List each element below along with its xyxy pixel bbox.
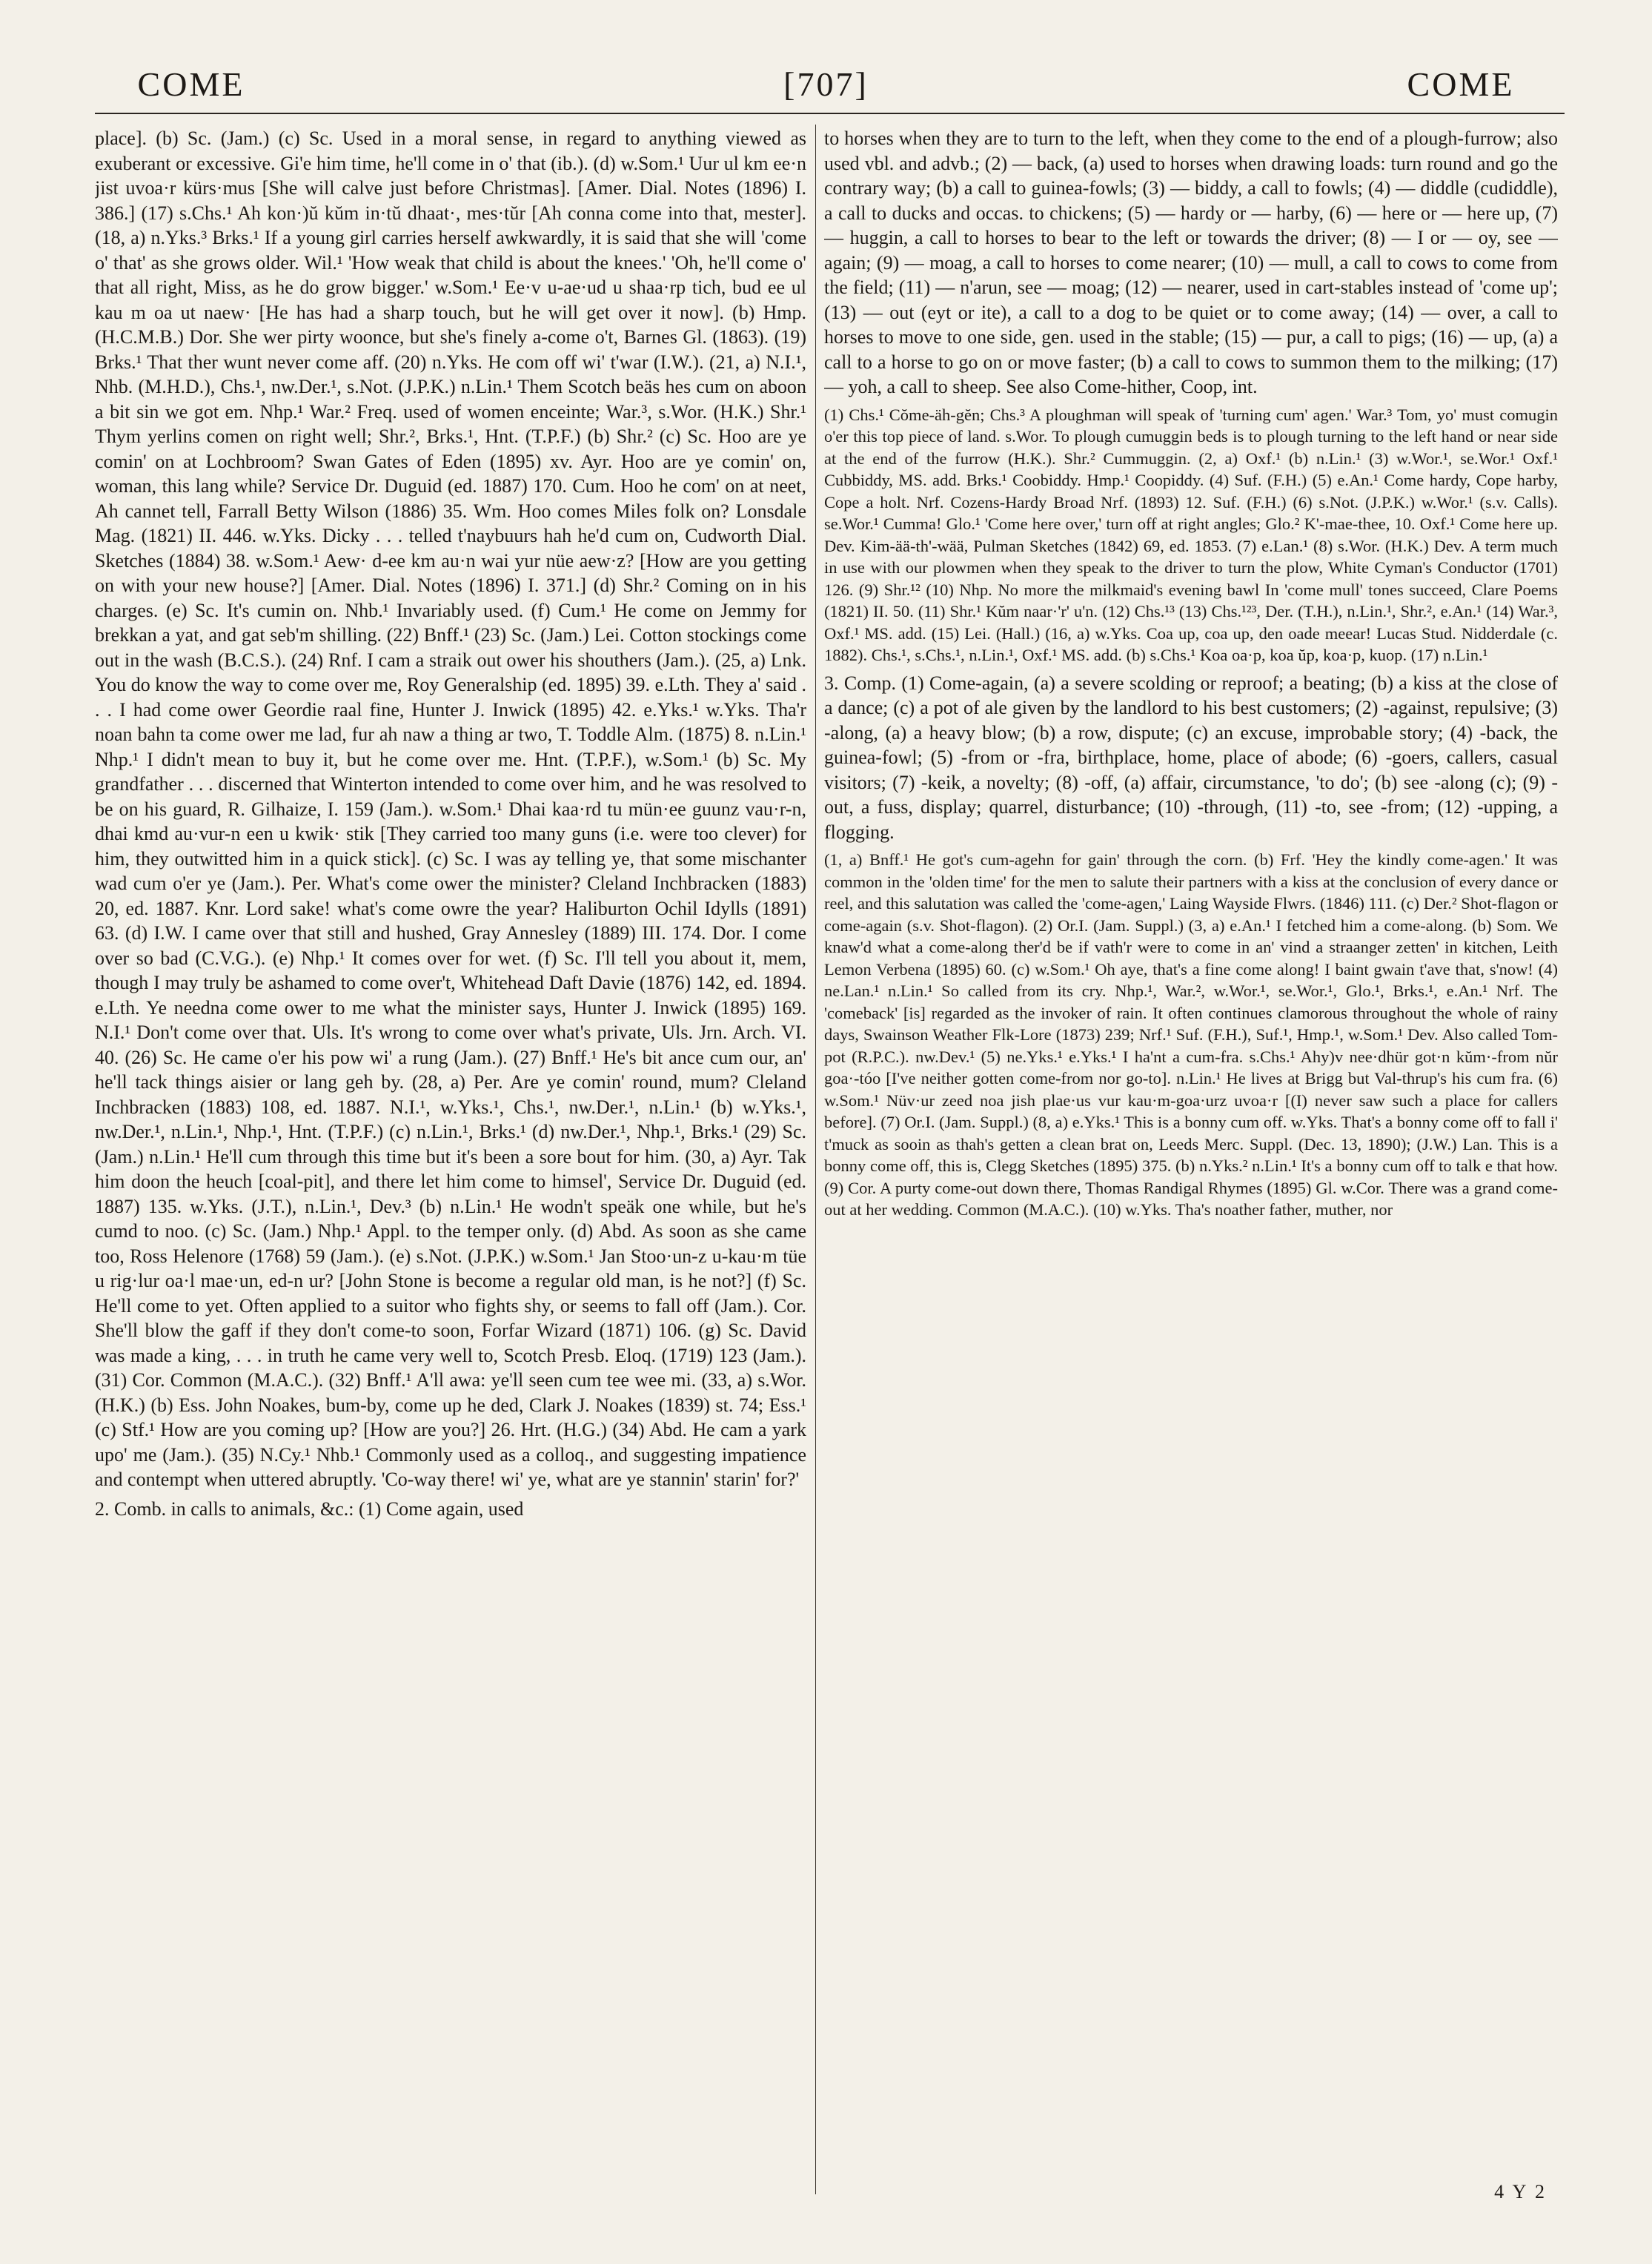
column-divider (815, 125, 816, 2194)
header-rule (95, 113, 1565, 114)
section-comb-citations: (1) Chs.¹ Cŏme-äh-gĕn; Chs.³ A ploughman will speak of 'turning cum' agen.' War.³ Tom, yo' must comugin o'er this top piece of land. s.Wor. To plough cumuggin beds is to plough turning to the left hand or near side at the end of the furrow (H.K.). Shr.² Cummuggin. (2, a) Oxf.¹ (b) n.Lin.¹ (3) w.Wor.¹, se.Wor.¹ Oxf.¹ Cubbiddy, MS. add. Brks.¹ Coobiddy. Hmp.¹ Coopiddy. (4) Suf. (F.H.) (5) e.An.¹ Come hardy, Cope harby, Cope a holt. Nrf. Cozens-Hardy Broad Nrf. (1893) 12. Suf. (F.H.) (6) s.Not. (J.P.K.) w.Wor.¹ (s.v. Calls). se.Wor.¹ Cumma! Glo.¹ 'Come here over,' turn off at right angles; Glo.² K'-mae-thee, 10. Oxf.¹ Come here up. Dev. Kim-ää-th'-wää, Pulman Sketches (1842) 69, ed. 1853. (7) e.Lan.¹ (8) s.Wor. (H.K.) Dev. A term much in use with our plowmen when they speak to the driver to turn the plow, White Cyman's Conductor (1701) 126. (9) Shr.¹² (10) Nhp. No more the milkmaid's evening bawl In 'come mull' tones succeed, Clare Poems (1821) II. 50. (11) Shr.¹ Kŭm naar·'r' u'n. (12) Chs.¹³ (13) Chs.¹²³, Der. (T.H.), n.Lin.¹, Shr.², e.An.¹ (14) War.³, Oxf.¹ MS. add. (15) Lei. (Hall.) (16, a) w.Yks. Coa up, coa up, den oade meear! Lucas Stud. Nidderdale (c. 1882). Chs.¹, s.Chs.¹, n.Lin.¹, Oxf.¹ MS. add. (b) s.Chs.¹ Koa oa·p, koa ŭp, koa·p, kuop. (17) n.Lin.¹ (824, 405, 1558, 664)
left-entry-continuation: place]. (b) Sc. (Jam.) (c) Sc. Used in a moral sense, in regard to anything viewed as exuberant or excessive. Gi'e him time, he'll come in o' that (ib.). (d) w.Som.¹ Uur ul km ee·n jist uvoa·r kürs·mus [She will calve just before Christmas]. [Amer. Dial. Notes (1896) I. 386.] (17) s.Chs.¹ Ah kon·)ŭ kŭm in·tŭ dhaat·, mes·tŭr [Ah conna come into that, mester]. (18, a) n.Yks.³ Brks.¹ If a young girl carries herself awkwardly, it is said that she will 'come o' that' as she grows older. Wil.¹ 'How weak that child is about the knees.' 'Oh, he'll come o' that all right, Miss, as he do grow bigger.' w.Som.¹ Ee·v u-ae·ud u shaa·rp tich, bud ee ul kau m oa ut naew· [He has had a sharp touch, but he will get over it now]. (b) Hmp. (H.C.M.B.) Dor. She wer pirty woonce, but she's finely a-come o't, Barnes Gl. (1863). (19) Brks.¹ That ther wunt never come aff. (20) n.Yks. He com off wi' t'war (I.W.). (21, a) N.I.¹, Nhb. (M.H.D.), Chs.¹, nw.Der.¹, s.Not. (J.P.K.) n.Lin.¹ Them Scotch beäs hes cum on aboon a bit sin we got em. Nhp.¹ War.² Freq. used of women enceinte; War.³, s.Wor. (H.K.) Shr.¹ Thym yerlins comen on right well; Shr.², Brks.¹, Hnt. (T.P.F.) (b) Shr.² (c) Sc. Hoo are ye comin' on at Lochbroom? Swan Gates of Eden (1895) xv. Ayr. Hoo are ye comin' on, woman, this lang while? Service Dr. Duguid (ed. 1887) 170. Cum. Hoo he com' on at neet, Ah cannet tell, Farrall Betty Wilson (1886) 35. Wm. Hoo comes Miles folk on? Lonsdale Mag. (1821) II. 446. w.Yks. Dicky . . . telled t'naybuurs hah he'd cum on, Cudworth Dial. Sketches (1884) 38. w.Som.¹ Aew· d-ee km au·n wai yur nüe aew·z? [How are you getting on with your new house?] [Amer. Dial. Notes (1896) I. 371.] (d) Shr.² Coming on in his charges. (e) Sc. It's cumin on. Nhb.¹ Invariably used. (f) Cum.¹ He come on Jemmy for brekkan a yat, and gat seb'm shilling. (22) Bnff.¹ (23) Sc. (Jam.) Lei. Cotton stockings come out in the wash (B.C.S.). (24) Rnf. I cam a straik out ower his shouthers (Jam.). (25, a) Lnk. You do know the way to come over me, Roy Generalship (ed. 1895) 39. e.Lth. They a' said . . . I had come ower Geordie raal fine, Hunter J. Inwick (1895) 42. e.Yks.¹ w.Yks. Tha'r noan bahn ta come ower me lad, fur ah naw a thing ar two, T. Toddle Alm. (1875) 8. n.Lin.¹ Nhp.¹ I didn't mean to buy it, but he come over me. Hnt. (T.P.F.), w.Som.¹ (b) Sc. My grandfather . . . discerned that Winterton intended to come over him, and he was resolved to be on his guard, R. Gilhaize, I. 159 (Jam.). w.Som.¹ Dhai kaa·rd tu mün·ee guunz vau·r-n, dhai kmd au·vur-n een u kwik· stik [They carried too many guns (i.e. were too clever) for him, they outwitted him in a quick stick]. (c) Sc. I was ay telling ye, that some mischanter wad cum o'er ye (Jam.). Per. What's come ower the minister? Cleland Inchbracken (1883) 20, ed. 1887. Knr. Lord sake! what's come owre the year? Haliburton Ochil Idylls (1891) 63. (d) I.W. I came over that still and hushed, Gray Annesley (1889) III. 174. Dor. I come over so bad (C.V.G.). (e) Nhp.¹ It comes over for wet. (f) Sc. I'll tell you about it, mem, though I may truly be ashamed to come over't, Whitehead Daft Davie (1876) 142, ed. 1894. e.Lth. Ye needna come ower to me what the minister says, Hunter J. Inwick (1895) 169. N.I.¹ Don't come over that. Uls. It's wrong to come over what's private, Uls. Jrn. Arch. VI. 40. (26) Sc. He came o'er his pow wi' a rung (Jam.). (27) Bnff.¹ He's bit ance cum our, an' he'll tack things aisier or lang geh by. (28, a) Per. Are ye comin' round, mum? Cleland Inchbracken (1883) 108, ed. 1887. N.I.¹, w.Yks.¹, Chs.¹, nw.Der.¹, n.Lin.¹ (b) w.Yks.¹, nw.Der.¹, n.Lin.¹, Nhp.¹, Hnt. (T.P.F.) (c) n.Lin.¹, Brks.¹ (d) nw.Der.¹, Nhp.¹, Brks.¹ (29) Sc. (Jam.) n.Lin.¹ He'll cum through this time but it's been a sore bout for him. (30, a) Ayr. Tak him doon the heuch [coal-pit], and there let him come to himsel', Service Dr. Duguid (ed. 1887) 135. w.Yks. (J.T.), n.Lin.¹, Dev.³ (b) n.Lin.¹ He wodn't speäk one while, but he's cumd to noo. (c) Sc. (Jam.) Nhp.¹ Appl. to the temper only. (d) Abd. As soon as she came too, Ross Helenore (1768) 59 (Jam.). (e) s.Not. (J.P.K.) w.Som.¹ Jan Stoo·un-z u-kau·m tüe u rig·lur oa·l mae·un, ed-n ur? [John Stone is become a regular old man, is he not?] (f) Sc. He'll come to yet. Often applied to a suitor who fights shy, or seems to fall off (Jam.). Cor. She'll blow the gaff if they don't come-to soon, Forfar Wizard (1871) 106. (g) Sc. David was made a king, . . . in truth he came very well to, Scotch Presb. Eloq. (1719) 123 (Jam.). (31) Cor. Common (M.A.C.). (32) Bnff.¹ A'll awa: ye'll seen cum tee wee mi. (33, a) s.Wor. (H.K.) (b) Ess. John Noakes, bum-by, come up he ded, Clark J. Noakes (1839) st. 74; Ess.¹ (c) Stf.¹ How are you coming up? [How are you?] 26. Hrt. (H.G.) (34) Abd. He cam a yark upo' me (Jam.). (35) N.Cy.¹ Nhb.¹ Commonly used as a colloq., and suggesting impatience and contempt when uttered abruptly. 'Co-way there! wi' ye, what are ye stannin' starin' for?' (95, 128, 806, 1490)
running-head (95, 58, 1557, 110)
right-column (824, 126, 1558, 2209)
section-comp-citations: (1, a) Bnff.¹ He got's cum-agehn for gain' through the corn. (b) Frf. 'Hey the kindly come-agen.' It was common in the 'olden time' for the men to salute their partners with a kiss at the conclusion of every dance or reel, and this salutation was called the 'come-agen,' Laing Wayside Flwrs. (1846) 111. (c) Der.² Shot-flagon or come-again (s.v. Shot-flagon). (2) Or.I. (Jam. Suppl.) (3, a) e.An.¹ I fetched him a come-along. (b) Som. We knaw'd what a come-along ther'd be if vath'r were to come in an' vind a straanger zetten' in kitchen, Leith Lemon Verbena (1895) 60. (c) w.Som.¹ Oh aye, that's a fine come along! I baint gwain t'ave that, s'now! (4) ne.Lan.¹ n.Lin.¹ So called from its cry. Nhp.¹, War.², w.Wor.¹, se.Wor.¹, Glo.¹, Brks.¹, e.An.¹ Nrf. The 'comeback' [is] regarded as the invoker of rain. It often continues clamorous throughout the whole of rainy days, Swainson Weather Flk-Lore (1873) 239; Nrf.¹ Suf. (F.H.), Suf.¹, Hmp.¹, w.Som.¹ Dev. Also called Tom-pot (R.P.C.). nw.Dev.¹ (5) ne.Yks.¹ e.Yks.¹ I ha'nt a cum-fra. s.Chs.¹ Ahy)v nee·dhür got·n kŭm·-from nŭr goa·-tóo [I've neither gotten come-from nor go-to]. n.Lin.¹ He lives at Brigg but Val-thrup's his cum fra. (6) w.Som.¹ Nüv·ur zeed noa jish plae·us vur kau·m-goa·urz uvoa·r [(I) never saw such a place for callers before]. (7) Or.I. (Jam. Suppl.) (8, a) e.Yks.¹ This is a bonny cum off. w.Yks. That's a bonny come off to fall i' t'muck as sooin as thah's getten a clean brat on, Leeds Merc. Suppl. (Dec. 13, 1890); (J.W.) Lan. This is a bonny come off, this is, Clegg Sketches (1895) 375. (b) n.Yks.² n.Lin.¹ It's a bonny cum off to talk e that how. (9) Cor. A purty come-out down there, Thomas Randigal Rhymes (1895) Gl. w.Cor. There was a grand come-out at her wedding. Common (M.A.C.). (10) w.Yks. Tha's noather father, muther, nor (824, 850, 1558, 1219)
section-comb-definitions: to horses when they are to turn to the left, when they come to the end of a plough-furrow; also used vbl. and advb.; (2) — back, (a) used to horses when drawing loads: turn round and go the contrary way; (b) a call to guinea-fowls; (3) — biddy, a call to fowls; (4) — diddle (cudiddle), a call to ducks and occas. to chickens; (5) — hardy or — harby, (6) — here or — here up, (7) — huggin, a call to horses to bear to the left or towards the driver; (8) — I or — oy, see — again; (9) — moag, a call to horses to come nearer; (10) — mull, a call to cows to come from the field; (11) — n'arun, see — moag; (12) — nearer, used in cart-stables instead of 'come up'; (13) — out (eyt or ite), a call to a dog to be quiet or to come away; (14) — over, a call to horses to move to one side, gen. used in the stable; (15) — pur, a call to pigs; (16) — up, (a) a call to a horse to go on or move faster; (b) a call to cows to summon them to the milking; (17) — yoh, a call to sheep. See also Come-hither, Coop, int. (824, 128, 1558, 397)
signature-mark: 4 Y 2 (1494, 2181, 1547, 2202)
running-head-right: COME (1407, 64, 1515, 103)
section-comp-definitions: 3. Comp. (1) Come-again, (a) a severe scolding or reproof; a beating; (b) a kiss at the close of a dance; (c) a pot of ale given by the landlord to his best customers; (2) -against, repulsive; (3) -along, (a) a heavy blow; (b) a row, dispute; (c) an excuse, improbable story; (4) -back, the guinea-fowl; (5) -from or -fra, birthplace, home, place of abode; (6) -goers, callers, casual visitors; (7) -keik, a novelty; (8) -off, (a) affair, circumstance, 'to do'; (b) see -along (c); (9) -out, a fuss, display; quarrel, disturbance; (10) -through, (11) -to, see -from; (12) -upping, a flogging. (824, 672, 1558, 843)
left-column (95, 126, 806, 2209)
page-number: [707] (783, 64, 869, 103)
running-head-left: COME (137, 64, 245, 103)
section-comb-start: 2. Comb. in calls to animals, &c.: (1) Come again, used (95, 1497, 524, 1520)
